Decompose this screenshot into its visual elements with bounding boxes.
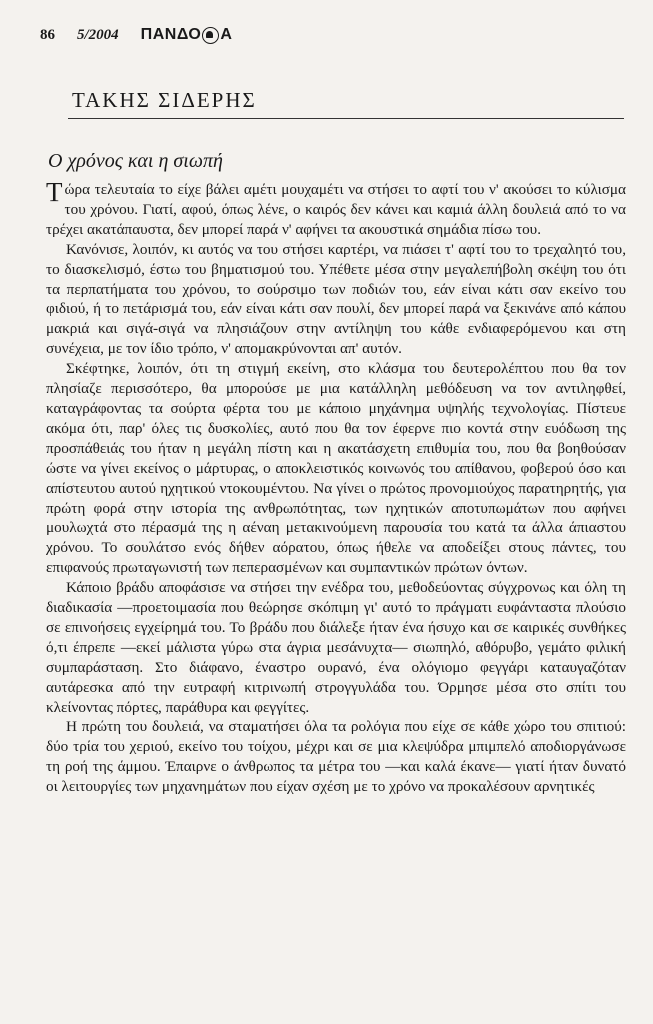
paragraph: Κάποιο βράδυ αποφάσισε να στήσει την ενέδρα του, μεθοδεύοντας σύγχρονως και όλη τη διαδικασία —προετοιμασία που θεώρησε σκόπιμη γι' αυτό το πράγματι ευφάνταστα πλούσιο σε επινοήσεις εγχείρημά του. Το βράδυ που διάλεξε ήταν ένα ήσυχο και σε καιρικές συνθήκες ό,τι έπρεπε —εκεί μάλιστα γύρω στα άγρια μεσάνυχτα— σιωπηλό, αθόρυβο, γεμάτο φιλική συμπαράσταση. Στο διάφανο, έναστρο ουρανό, ένα ολόγιομο φεγγάρι καταυγαζόταν αυτάρεσκα από την ευτραφή κιτρινωπή στρογγυλάδα του. Όρμησε μέσα στο σπίτι του κλείνοντας πόρτες, παράθυρα και φεγγίτες. (46, 579, 626, 716)
article-title: Ο χρόνος και η σιωπή (48, 150, 223, 172)
journal-name-left: ΠΑΝΔΟ (140, 26, 202, 43)
journal-name-right: Α (220, 26, 233, 43)
paragraph: Σκέφτηκε, λοιπόν, ότι τη στιγμή εκείνη, στο κλάσμα του δευτερολέπτου που θα τον πλησίαζε περισσότερο, θα μπορούσε με μια κατάλληλη μεθόδευση να τον αντιληφθεί, καταγράφοντας τα σούρτα φέρτα του με κάποιο μηχάνημα υψηλής τεχνολογίας. Πίστευε ακόμα ότι, παρ' όλες τις δυσκολίες, αυτό που θα τον έφερνε πιο κοντά στην ευόδωση της προσπάθειάς του ήταν η μεγάλη πίστη και η ακατάσχετη επιθυμία του, που θα βοηθούσαν ώστε να γίνει εκείνος ο μάρτυρας, ο αποκλειστικός κοινωνός του απίθανου, φοβερού όσο και απίστευτου αυτού ηχητικού ντοκουμέντου. Να γίνει ο πρώτος προνομιούχος παρατηρητής, για πρώτη φορά στην ιστορία της ανθρωπότητας, των ηχητικών αποτυπωμάτων που αφήνει μουλωχτά στο πέρασμά της η αέναη μετακινούμενη παρουσία του κατά τα άλλα άπιαστου χρόνου. Το σουλάτσο ενός δήθεν αόρατου, όπως ήθελε να αποδείξει στους πάντες, του επιφανούς πρωταγωνιστή των πεπερασμένων και συμπαντικών πρώτων όντων. (46, 360, 626, 577)
paragraph: Κανόνισε, λοιπόν, κι αυτός να του στήσει καρτέρι, να πιάσει τ' αφτί του το τρεχαλητό του, το διασκελισμό, έστω του βηματισμού του. Υπέθετε μέσα στην μεγαλεπήβολη σκέψη του ότι τα περπατήματα του χρόνου, το σούρσιμο των ποδιών του, εάν είναι κάτι σαν εκείνο του φιδιού, ή το πετάρισμά του, εάν είναι κάτι σαν πουλί, δεν μπορεί παρά να ξεκινάνε από κάπου μακριά και σιγά-σιγά να πλησιάζουν στην αντίληψη του κάθε ενδιαφερόμενου και στη συνέχεια, με τον ίδιο τρόπο, ν' απομακρύνονται απ' αυτόν. (46, 240, 626, 358)
journal-name (141, 26, 233, 44)
article-body (46, 177, 626, 797)
paragraph (46, 177, 626, 240)
drop-cap: Τ (46, 177, 63, 207)
paragraph-text: ώρα τελευταία το είχε βάλει αμέτι μουχαμέτι να στήσει το αφτί του ν' ακούσει το κύλισμα του χρόνου. Γιατί, αφού, όπως λένε, ο καιρός δεν κάνει και καμιά άλλη δουλειά από το να τρέχει ακατάπαυστα, δεν μπορεί παρά ν' αφήνει τα ακουστικά σημάδια πίσω του. (46, 181, 626, 238)
paragraph: Η πρώτη του δουλειά, να σταματήσει όλα τα ρολόγια που είχε σε κάθε χώρο του σπιτιού: δύο τρία του χεριού, εκείνο του τοίχου, μέχρι και σε μια κλεψύδρα μπιμπελό αποδιοργάνωσε τη ροή της άμμου. Έπαιρνε ο άνθρωπος τα μέτρα του —και καλά έκανε— γιατί ήταν δυνατό οι λειτουργίες των μηχανημάτων που είχαν σχέση με το χρόνο να προκαλέσουν αρνητικές (46, 718, 626, 796)
page-number: 86 (40, 26, 55, 43)
issue-number: 5/2004 (77, 26, 119, 43)
journal-logo-icon (202, 27, 219, 44)
page-header (40, 26, 232, 44)
header-divider (68, 118, 624, 119)
author-name: ΤΑΚΗΣ ΣΙΔΕΡΗΣ (72, 88, 257, 112)
